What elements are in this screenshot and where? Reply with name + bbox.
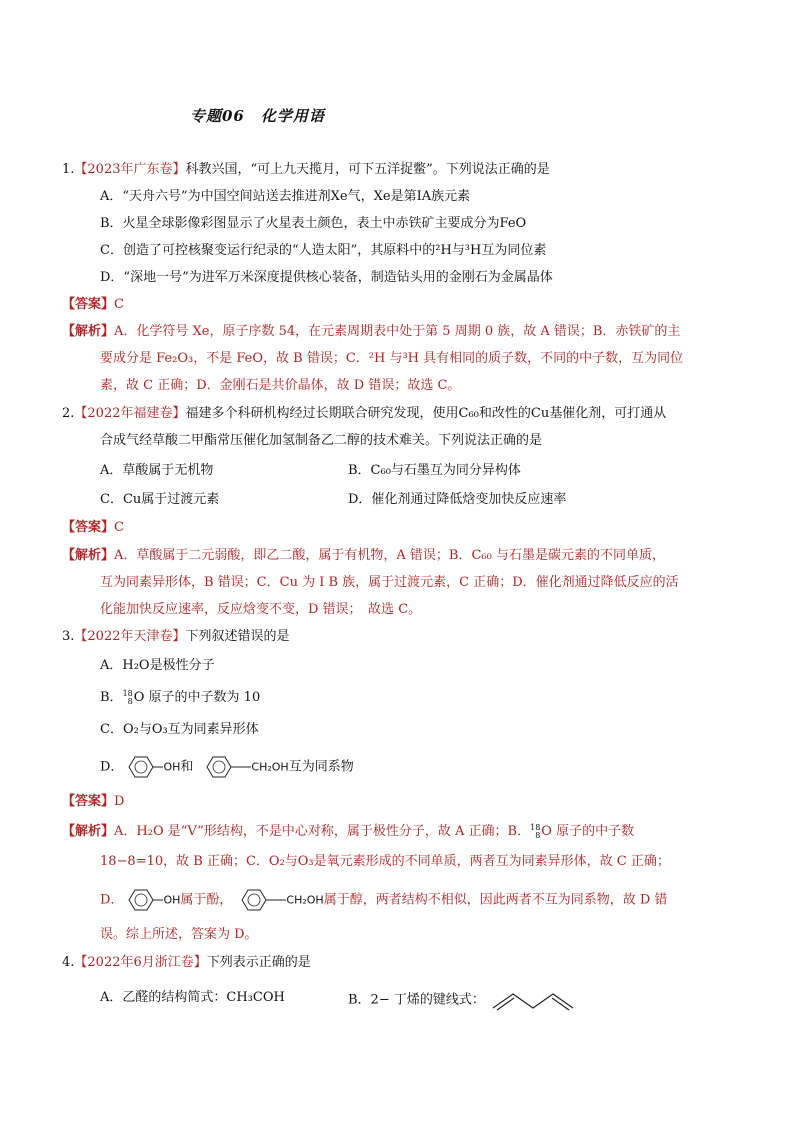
- question-1-stem: [62, 160, 550, 180]
- benzene-ring-icon: [201, 755, 251, 779]
- q2-answer: [62, 518, 124, 538]
- analysis-text: A．化学符号 Xe，原子序数 54，在元素周期表中处于第 5 周期 0 族，故 A 错误；B．赤铁矿的主: [114, 324, 681, 339]
- q2-option-b: B．C₆₀与石墨互为同分异构体: [348, 463, 521, 478]
- q2-option-d: D．催化剂通过降低焓变加快反应速率: [348, 492, 567, 507]
- question-text: 福建多个科研机构经过长期联合研究发现，使用C₆₀和改性的Cu基催化剂，可打通从: [185, 406, 667, 421]
- question-number: 1.: [62, 162, 75, 177]
- q1-answer: [62, 295, 124, 315]
- analysis-text: A．草酸属于二元弱酸，即乙二酸，属于有机物，A 错误；B．C₆₀ 与石墨是碳元素的不同单质，: [114, 548, 665, 563]
- q3-answer: [62, 792, 124, 812]
- q3-analysis-line-3: D． OH属于酚， CH₂OH属于醇，两者结构不相似，因此两者不互为同系物，故 D 错: [100, 888, 667, 912]
- question-text: 科教兴国，“可上九天揽月，可下五洋捉鳖”。下列说法正确的是: [185, 162, 550, 177]
- q1-analysis-line-2: 要成分是 Fe₂O₃，不是 FeO，故 B 错误；C．²H 与³H 具有相同的质子数，不同的中子数，互为同位: [100, 351, 684, 366]
- question-number: 3.: [62, 629, 75, 644]
- question-text: 下列叙述错误的是: [185, 629, 290, 644]
- question-source: 【2022年天津卷】: [74, 629, 186, 644]
- question-number: 2.: [62, 406, 75, 421]
- question-text: 下列表示正确的是: [206, 955, 311, 970]
- question-source: 【2023年广东卷】: [74, 162, 186, 177]
- q2-analysis-line-1: [62, 546, 665, 566]
- answer-value: D: [114, 794, 125, 809]
- q3-option-d: D． OH和 CH₂OH互为同系物: [100, 755, 354, 779]
- q1-analysis-line-3: 素，故 C 正确；D．金刚石是共价晶体，故 D 错误；故选 C。: [100, 378, 461, 393]
- butene-skeletal-formula-icon: [489, 988, 579, 1012]
- isotope-notation: 18 8: [122, 688, 133, 706]
- question-2-stem: [62, 404, 666, 424]
- q3-option-a: A．H₂O是极性分子: [100, 658, 215, 673]
- q2-option-a: A．草酸属于无机物: [100, 463, 214, 478]
- question-source: 【2022年6月浙江卷】: [74, 955, 207, 970]
- q1-option-a: A．“天舟六号”为中国空间站送去推进剂Xe气，Xe是第IA族元素: [100, 189, 471, 204]
- q3-analysis-line-2: 18−8=10，故 B 正确；C．O₂与O₃是氧元素形成的不同单质，两者互为同素异形体，故 C 正确；: [100, 854, 670, 869]
- q3-analysis-line-4: 误。综上所述，答案为 D。: [100, 927, 258, 942]
- question-source: 【2022年福建卷】: [74, 406, 186, 421]
- benzene-ring-icon: [123, 755, 163, 779]
- analysis-label: 【解析】: [62, 324, 115, 339]
- q2-option-c: C．Cu属于过渡元素: [100, 492, 220, 507]
- page-title: 专题06 化学用语: [190, 107, 325, 125]
- answer-label: 【答案】: [62, 297, 115, 312]
- q4-option-b: B．2− 丁烯的键线式：: [348, 988, 579, 1012]
- answer-label: 【答案】: [62, 794, 115, 809]
- question-3-stem: [62, 627, 290, 647]
- question-4-stem: [62, 953, 311, 973]
- q1-option-c: C．创造了可控核聚变运行纪录的“人造太阳”，其原料中的²H与³H互为同位素: [100, 243, 547, 258]
- answer-value: C: [114, 297, 124, 312]
- analysis-label: 【解析】: [62, 824, 115, 839]
- q3-analysis-line-1: 【解析】A．H₂O 是“V”形结构，不是中心对称，属于极性分子，故 A 正确；B． 18 8 O 原子的中子数: [62, 822, 635, 840]
- q2-stem-line-2: 合成气经草酸二甲酯常压催化加氢制备乙二醇的技术难关。下列说法正确的是: [100, 433, 543, 448]
- q1-analysis-line-1: [62, 322, 680, 342]
- q4-option-a: A．乙醛的结构简式：CH₃COH: [100, 990, 285, 1005]
- benzene-ring-icon: [236, 888, 286, 912]
- q2-analysis-line-2: 互为同素异形体，B 错误；C．Cu 为 I B 族，属于过渡元素，C 正确；D．催化剂通过降低反应的活: [100, 575, 679, 590]
- answer-value: C: [114, 520, 124, 535]
- q1-option-d: D．“深地一号”为进军万米深度提供核心装备，制造钻头用的金刚石为金属晶体: [100, 270, 553, 285]
- q3-option-c: C．O₂与O₃互为同素异形体: [100, 722, 259, 737]
- q1-option-b: B．火星全球影像彩图显示了火星表土颜色，表土中赤铁矿主要成分为FeO: [100, 216, 527, 231]
- q3-option-b: B． 18 8 O 原子的中子数为 10: [100, 688, 261, 706]
- question-number: 4.: [62, 955, 75, 970]
- q2-analysis-line-3: 化能加快反应速率，反应焓变不变，D 错误； 故选 C。: [100, 602, 422, 617]
- isotope-notation: 18 8: [530, 822, 541, 840]
- benzene-ring-icon: [123, 888, 163, 912]
- answer-label: 【答案】: [62, 520, 115, 535]
- analysis-label: 【解析】: [62, 548, 115, 563]
